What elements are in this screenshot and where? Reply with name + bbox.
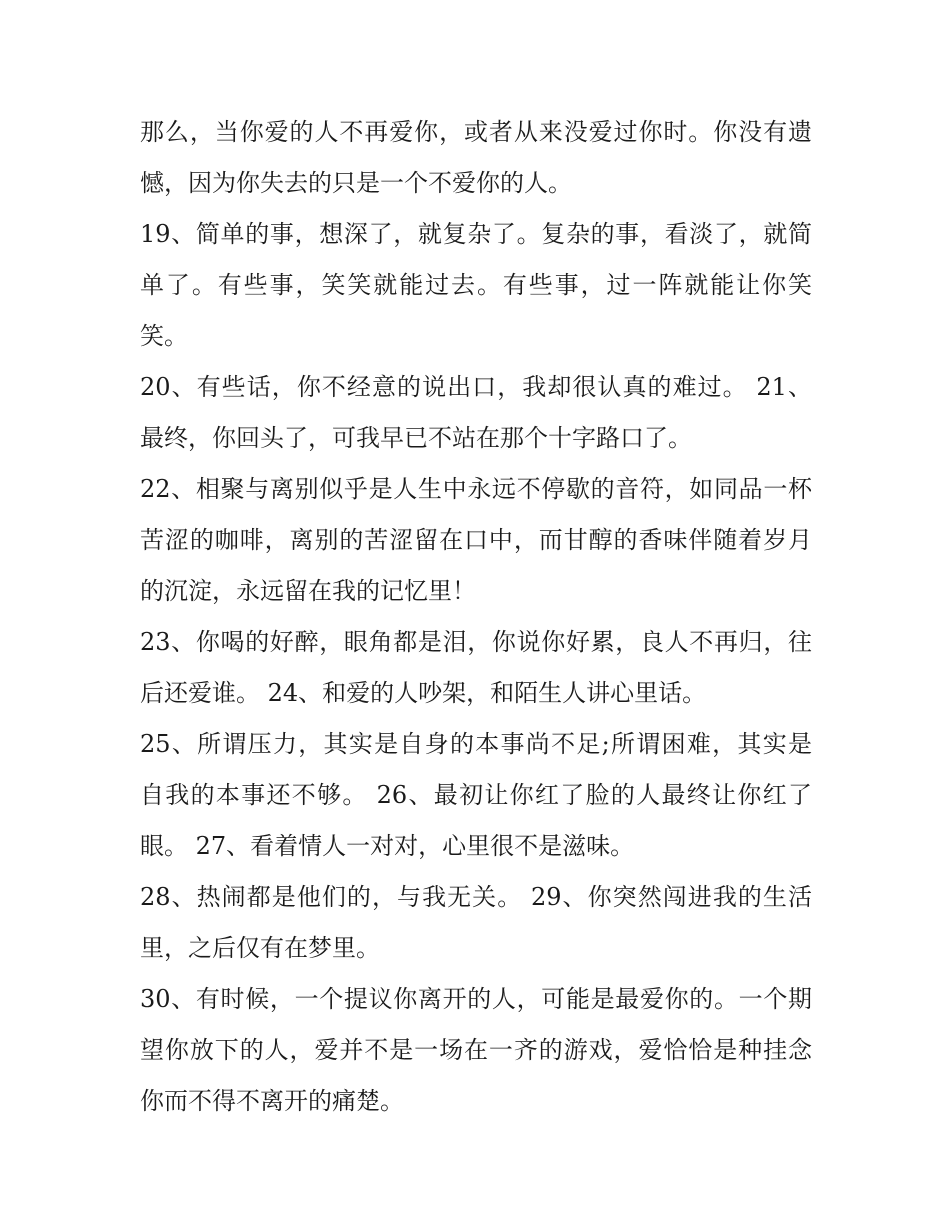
text-line: 自我的本事还不够。 26、最初让你红了脸的人最终让你红了 xyxy=(140,781,812,809)
text-line: 20、有些话，你不经意的说出口，我却很认真的难过。 21、 xyxy=(140,373,812,401)
text-line: 的沉淀，永远留在我的记忆里！ xyxy=(140,577,476,605)
text-line: 里，之后仅有在梦里。 xyxy=(140,934,380,962)
text-line: 单了。有些事，笑笑就能过去。有些事，过一阵就能让你笑 xyxy=(140,271,812,299)
text-line: 那么，当你爱的人不再爱你，或者从来没爱过你时。你没有遗 xyxy=(140,118,812,146)
text-line: 28、热闹都是他们的，与我无关。 29、你突然闯进我的生活 xyxy=(140,883,812,911)
text-line: 22、相聚与离别似乎是人生中永远不停歇的音符，如同品一杯 xyxy=(140,475,812,503)
text-line: 憾，因为你失去的只是一个不爱你的人。 xyxy=(140,169,572,197)
text-line: 望你放下的人，爱并不是一场在一齐的游戏，爱恰恰是种挂念 xyxy=(140,1036,812,1064)
text-line: 你而不得不离开的痛楚。 xyxy=(140,1087,404,1115)
text-line: 最终，你回头了，可我早已不站在那个十字路口了。 xyxy=(140,424,692,452)
text-line: 苦涩的咖啡，离别的苦涩留在口中，而甘醇的香味伴随着岁月 xyxy=(140,526,812,554)
text-line: 后还爱谁。 24、和爱的人吵架，和陌生人讲心里话。 xyxy=(140,679,707,707)
text-line: 25、所谓压力，其实是自身的本事尚不足;所谓困难，其实是 xyxy=(140,730,812,758)
text-line: 19、简单的事，想深了，就复杂了。复杂的事，看淡了，就简 xyxy=(140,220,812,248)
document-body xyxy=(140,107,812,1127)
text-line: 23、你喝的好醉，眼角都是泪，你说你好累，良人不再归，往 xyxy=(140,628,812,656)
text-line: 眼。 27、看着情人一对对，心里很不是滋味。 xyxy=(140,832,635,860)
text-line: 笑。 xyxy=(140,322,188,350)
text-line: 30、有时候，一个提议你离开的人，可能是最爱你的。一个期 xyxy=(140,985,812,1013)
